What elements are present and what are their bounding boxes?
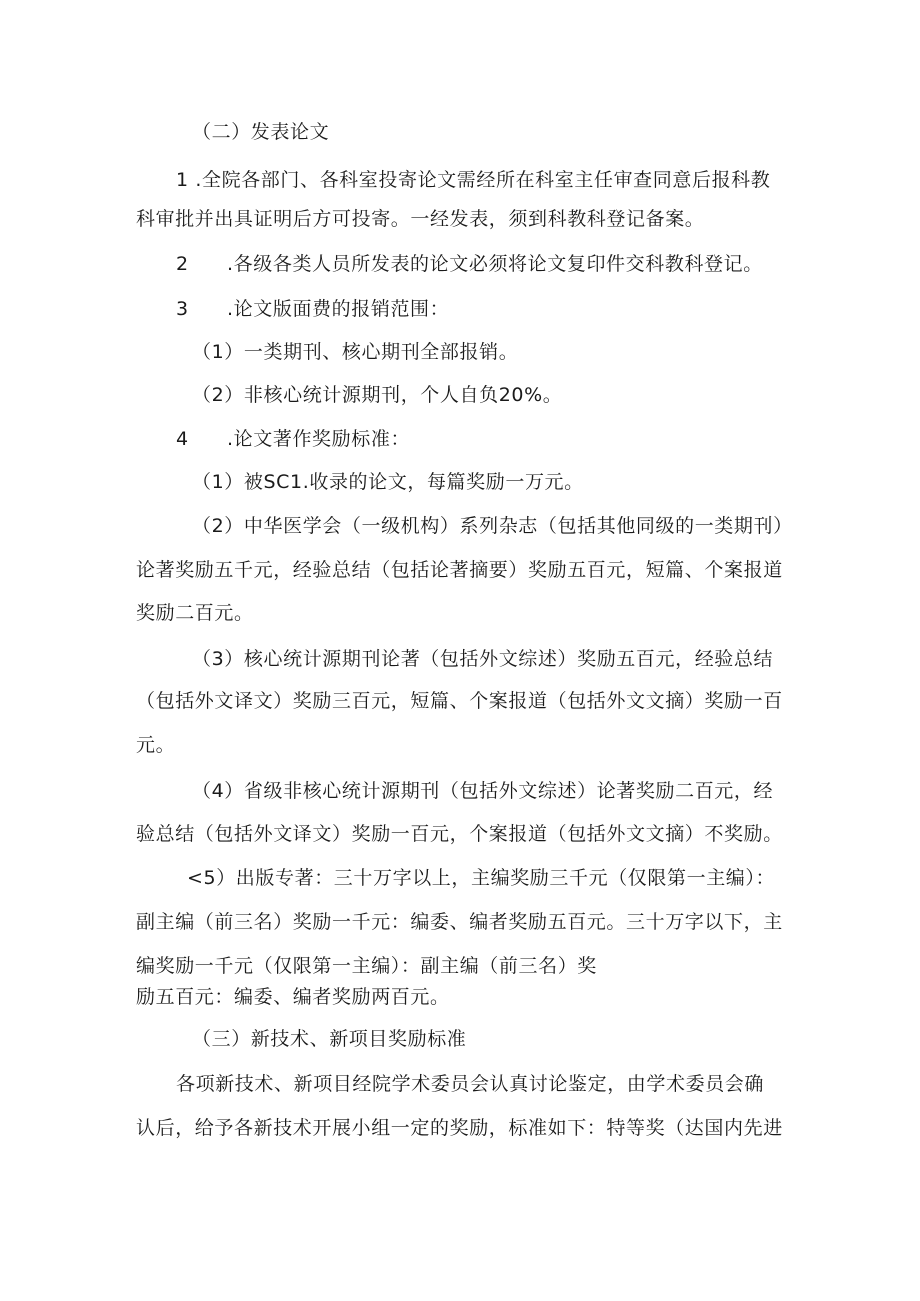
item-4-sub-3-line-1: （3）核心统计源期刊论著（包括外文综述）奖励五百元，经验总结 xyxy=(192,648,774,670)
item-3-number: 3 xyxy=(176,298,189,320)
item-4-sub-1: （1）被SC1.收录的论文，每篇奖励一万元。 xyxy=(192,471,584,493)
item-3-sub-1: （1）一类期刊、核心期刊全部报销。 xyxy=(192,341,519,363)
section-3-line-2: 认后，给予各新技术开展小组一定的奖励，标准如下：特等奖（达国内先进 xyxy=(136,1117,783,1139)
item-4-number: 4 xyxy=(176,428,189,450)
item-4-sub-3-line-3: 元。 xyxy=(136,734,176,756)
item-1-line-2: 科审批并出具证明后方可投寄。一经发表，须到科教科登记备案。 xyxy=(136,208,705,230)
item-4-sub-3-line-2: （包括外文译文）奖励三百元，短篇、个案报道（包括外文文摘）奖励一百 xyxy=(136,690,783,712)
item-2-number: 2 xyxy=(176,253,189,275)
section-3-line-1: 各项新技术、新项目经院学术委员会认真讨论鉴定，由学术委员会确 xyxy=(176,1073,765,1095)
item-4-sub-4-line-1: （4）省级非核心统计源期刊（包括外文综述）论著奖励二百元，经 xyxy=(192,780,774,802)
item-4-sub-5-line-3: 编奖励一千元（仅限第一主编）：副主编（前三名）奖 xyxy=(136,955,597,977)
item-4-sub-2-line-1: （2）中华医学会（一级机构）系列杂志（包括其他同级的一类期刊） xyxy=(192,515,793,537)
item-4-sub-2-line-2: 论著奖励五千元，经验总结（包括论著摘要）奖励五百元，短篇、个案报道 xyxy=(136,559,783,581)
section-heading-new-technology: （三）新技术、新项目奖励标准 xyxy=(192,1028,467,1050)
item-4-sub-4-line-2: 验总结（包括外文译文）奖励一百元，个案报道（包括外文文摘）不奖励。 xyxy=(136,823,783,845)
item-3-sub-2: （2）非核心统计源期刊，个人自负20%。 xyxy=(192,384,563,406)
section-heading-publications: （二）发表论文 xyxy=(192,121,330,143)
item-4-sub-2-line-3: 奖励二百元。 xyxy=(136,602,254,624)
item-3-text: .论文版面费的报销范围： xyxy=(227,298,450,320)
item-4-sub-5-line-2: 副主编（前三名）奖励一千元：编委、编者奖励五百元。三十万字以下，主 xyxy=(136,911,783,933)
item-4-sub-5-line-1: <5）出版专著：三十万字以上，主编奖励三千元（仅限第一主编）： xyxy=(187,867,776,889)
item-1-line-1: 1 .全院各部门、各科室投寄论文需经所在科室主任审查同意后报科教 xyxy=(176,169,771,191)
item-2-text: .各级各类人员所发表的论文必须将论文复印件交科教科登记。 xyxy=(227,253,763,275)
item-4-sub-5-line-4: 励五百元：编委、编者奖励两百元。 xyxy=(136,986,450,1008)
item-4-text: .论文著作奖励标准： xyxy=(227,428,411,450)
